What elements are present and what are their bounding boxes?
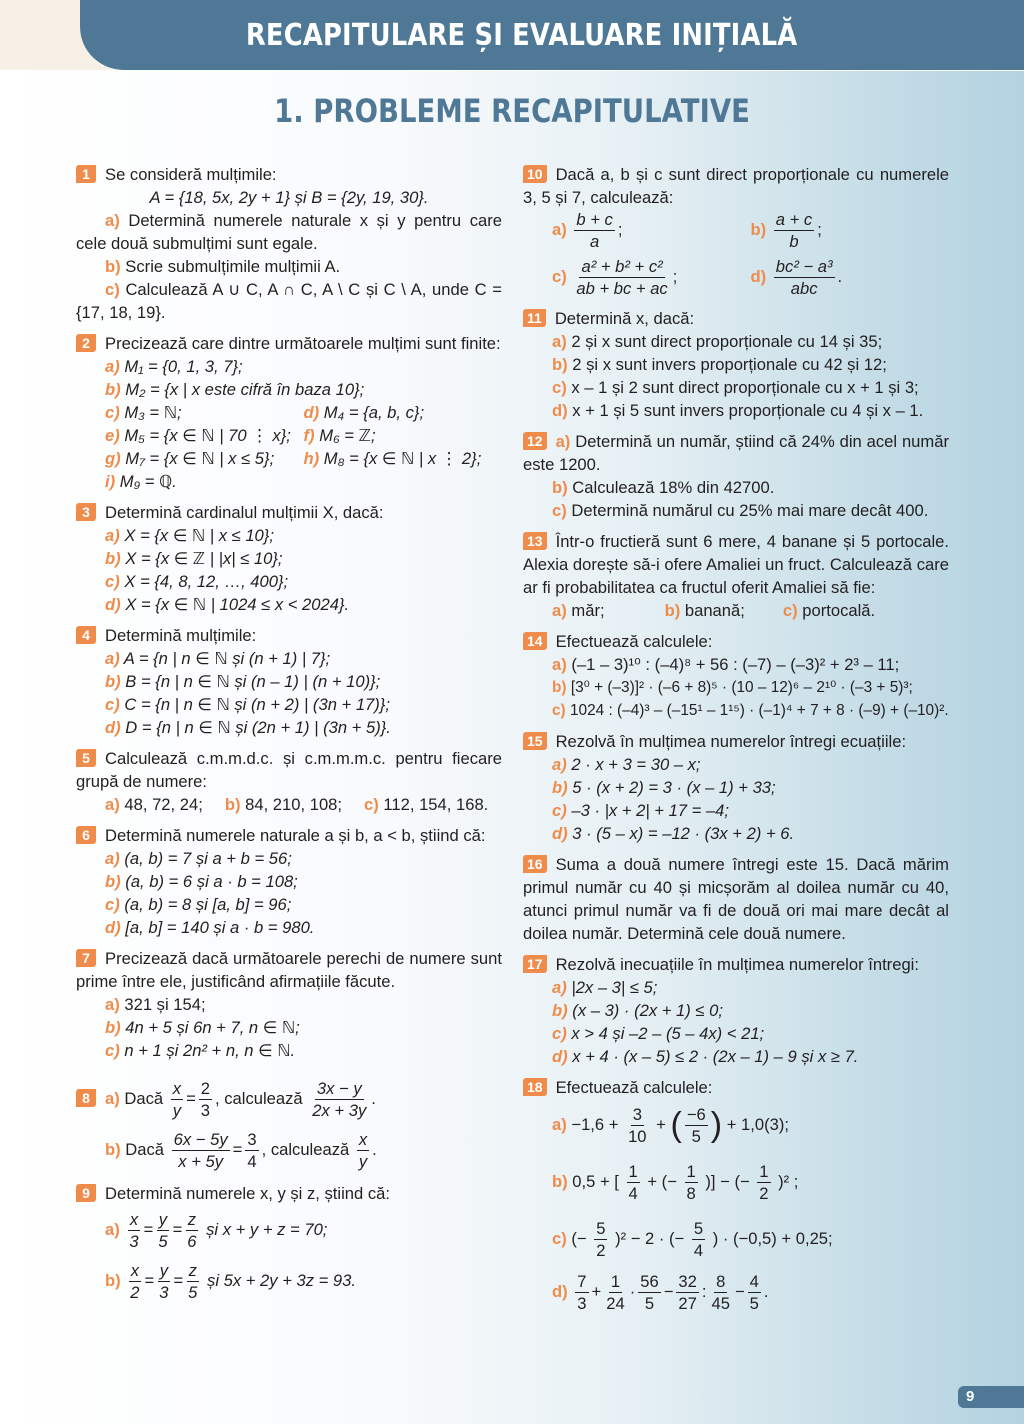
problem-2	[76, 332, 502, 493]
problem-text: Rezolvă în mulțimea numerelor întregi ecuațiile:	[555, 732, 907, 751]
fraction: $\frac{8}{45}$	[711, 1272, 730, 1313]
item-text: portocală.	[802, 601, 876, 620]
item-text: n + 1 și 2n² + n, n ∈ ℕ.	[124, 1041, 296, 1060]
item-text: și 5x + 2y + 3z = 93.	[207, 1270, 357, 1290]
item-text: |2x – 3| ≤ 5;	[571, 978, 658, 997]
item-label: g)	[105, 449, 121, 468]
problem-8: 8 a) Dacă $\frac{x}{y}$ = $\frac{2}{3}$ , calculează $\frac{3x - y}{2x + 3y}$ . b) Dacă $\frac{6x - 5y}{x + 5y}$ = $\frac{3}{4}$ , calculează $\frac{x}{y}$ .	[76, 1078, 502, 1172]
problem-number: 1	[76, 165, 96, 183]
problem-text: Determină numerele naturale a și b, a < b, știind că:	[105, 826, 486, 845]
right-column	[523, 163, 949, 1322]
item-label: b)	[105, 872, 121, 891]
fraction: $\frac{x}{y}$	[172, 1079, 182, 1120]
item-label: d)	[105, 595, 121, 614]
item-label: a)	[552, 332, 567, 351]
fraction: $\frac{1}{8}$	[686, 1162, 696, 1203]
chapter-title: RECAPITULARE ȘI EVALUARE INIȚIALĂ	[246, 17, 798, 53]
item-text: M₄ = {a, b, c};	[323, 403, 425, 422]
expr-part: + 1,0(3);	[726, 1114, 789, 1134]
fraction: $\frac{3x - y}{2x + 3y}$	[312, 1079, 367, 1120]
item-text: x > 4 și –2 – (5 – 4x) < 21;	[571, 1024, 765, 1043]
item-text: (x – 3) · (2x + 1) ≤ 0;	[572, 1001, 723, 1020]
item-text: M₉ = ℚ.	[119, 472, 177, 491]
problem-text: Precizează care dintre următoarele mulțimi sunt finite:	[105, 334, 501, 353]
item-label: i)	[105, 472, 116, 491]
page-number: 9	[958, 1386, 1024, 1408]
problem-text: A = {18, 5x, 2y + 1} și B = {2y, 19, 30}.	[149, 188, 429, 207]
item-text: 4n + 5 și 6n + 7, n ∈ ℕ;	[125, 1018, 300, 1037]
item-label: d)	[552, 1281, 568, 1301]
item-label: c)	[105, 572, 120, 591]
problem-number: 3	[76, 503, 96, 521]
item-text: A = {n | n ∈ ℕ și (n + 1) | 7};	[123, 649, 331, 668]
chapter-banner	[80, 0, 1024, 71]
problem-number: 9	[76, 1184, 96, 1202]
item-text: X = {x ∈ ℕ | 1024 ≤ x < 2024}.	[125, 595, 350, 614]
problem-6	[76, 824, 502, 939]
problem-4	[76, 624, 502, 739]
item-label: c)	[105, 1041, 120, 1060]
item-label: b)	[105, 257, 121, 276]
section-title: 1. PROBLEME RECAPITULATIVE	[274, 92, 750, 130]
problem-17	[523, 953, 949, 1068]
problem-text: Determină x, dacă:	[554, 309, 695, 328]
item-label: a)	[555, 432, 571, 451]
item-label: c)	[105, 280, 120, 299]
expr-part: +	[656, 1114, 666, 1134]
problem-text: Determină cardinalul mulțimii X, dacă:	[105, 503, 384, 522]
problem-number: 8	[76, 1089, 96, 1107]
item-label: e)	[105, 426, 120, 445]
item-label: a)	[552, 1114, 567, 1134]
problem-1	[76, 163, 502, 324]
item-text: (a, b) = 7 și a + b = 56;	[124, 849, 292, 868]
fraction: $\frac{4}{5}$	[749, 1272, 759, 1313]
item-text: M₅ = {x ∈ ℕ | 70 ⋮ x};	[124, 426, 291, 445]
problem-text: Efectuează calculele:	[555, 632, 713, 651]
item-text: (–1 – 3)¹⁰ : (–4)⁸ + 56 : (–7) – (–3)² + 2³ – 11;	[571, 655, 900, 674]
problem-text: Determină numerele x, y și z, știind că:	[105, 1184, 390, 1203]
item-label: d)	[552, 1047, 568, 1066]
item-label: a)	[105, 795, 120, 814]
problem-14	[523, 630, 949, 722]
item-text: C = {n | n ∈ ℕ și (n + 2) | (3n + 17)};	[124, 695, 390, 714]
problem-10: 10 Dacă a, b și c sunt direct proporționale cu numerele 3, 5 și 7, calculează: a) $\frac{b + c}{a}$ ; b) $\frac{a + c}{b}$ ; c) $\frac{\text{a² + b² + c²}}{ab + bc + ac}$ ; d) $\frac{\text{bc² − a³}}{\text{abc}}$ .	[523, 165, 949, 298]
item-text: –3 · |x + 2| + 17 = –4;	[571, 801, 729, 820]
item-text: B = {n | n ∈ ℕ și (n – 1) | (n + 10)};	[125, 672, 381, 691]
item-text: 2 · x + 3 = 30 – x;	[571, 755, 701, 774]
fraction: $\frac{a + c}{b}$	[775, 210, 813, 251]
problem-18: 18 Efectuează calculele: a) −1,6 + $\frac{3}{10}$ + ( $\frac{-6}{5}$ ) + 1,0(3); b) 0,5 + [ $\frac{1}{4}$ + (− $\frac{1}{8}$ )] − (− $\frac{1}{2}$ )² ; c) (− $\frac{5}{2}$ )² − 2 · (− $\frac{5}{4}$ ) · (−0,5) + 0,25; d) $\frac{7}{3}$ + $\frac{1}{24}$ · $\frac{56}{5}$ − $\frac{32}{27}$ : $\frac{8}{45}$ − $\frac{4}{5}$ .	[523, 1076, 949, 1314]
item-text: Determină numărul cu 25% mai mare decât 400.	[571, 501, 929, 520]
fraction: $\frac{y}{3}$	[159, 1261, 169, 1302]
problem-9: 9 Determină numerele x, y și z, știind că: a) $\frac{x}{3}$ = $\frac{y}{5}$ = $\frac{z}{6}$ și x + y + z = 70; b) $\frac{x}{2}$ = $\frac{y}{3}$ = $\frac{z}{5}$ și 5x + 2y + 3z = 93.	[76, 1182, 502, 1303]
problem-number: 4	[76, 626, 96, 644]
fraction: $\frac{b + c}{a}$	[576, 210, 613, 251]
item-label: a)	[552, 978, 567, 997]
item-label: b)	[552, 1001, 568, 1020]
item-label: b)	[552, 778, 568, 797]
item-label: b)	[552, 679, 567, 696]
item-text: 48, 72, 24;	[124, 795, 203, 814]
item-label: c)	[105, 403, 120, 422]
item-label: c)	[552, 801, 567, 820]
expr-part: )² − 2 · (−	[615, 1228, 685, 1248]
item-text: x + 4 · (x – 5) ≤ 2 · (2x – 1) – 9 și x ≥ 7.	[572, 1047, 859, 1066]
expr-part: )² ;	[778, 1171, 799, 1191]
problem-text: Suma a două numere întregi este 15. Dacă mărim primul număr cu 40 și micșorăm al doilea număr cu 40, atunci primul număr va fi de două ori mai mare decât al doilea număr. Determină cele două numere.	[523, 855, 949, 943]
item-label: b)	[105, 1018, 121, 1037]
item-label: c)	[552, 702, 566, 719]
item-text: 1024 : (–4)³ – (–15¹ – 1¹⁵) · (–1)⁴ + 7 + 8 · (–9) + (–10)².	[569, 702, 949, 719]
problem-7	[76, 947, 502, 1062]
item-label: a)	[552, 755, 567, 774]
fraction: $\frac{7}{3}$	[577, 1272, 587, 1313]
item-text: 84, 210, 108;	[245, 795, 343, 814]
problem-16	[523, 853, 949, 945]
problem-text: Dacă a, b și c sunt direct proporționale cu numerele 3, 5 și 7, calculează:	[523, 165, 949, 207]
item-label: d)	[552, 401, 568, 420]
item-label: b)	[105, 380, 121, 399]
problem-15	[523, 730, 949, 845]
item-text: calculează	[224, 1088, 303, 1108]
fraction: $\frac{5}{4}$	[693, 1219, 704, 1260]
fraction: $\frac{1}{4}$	[628, 1162, 638, 1203]
item-label: a)	[552, 655, 567, 674]
problem-text: Rezolvă inecuațiile în mulțimea numerelor întregi:	[555, 955, 919, 974]
problem-text: Într-o fructieră sunt 6 mere, 4 banane și 5 portocale. Alexia dorește să-i ofere Amaliei un fruct. Calculează care ar fi probabilitatea ca fructul oferit Amaliei să fie:	[523, 532, 949, 597]
expr-part: −1,6 +	[571, 1114, 619, 1134]
fraction: $\frac{\text{bc² − a³}}{\text{abc}}$	[775, 257, 833, 298]
item-text: 2 și x sunt direct proporționale cu 14 și 35;	[571, 332, 883, 351]
fraction: $\frac{\text{a² + b² + c²}}{ab + bc + ac}$	[576, 257, 668, 298]
problem-number: 10	[523, 165, 547, 183]
fraction: $\frac{1}{24}$	[606, 1272, 625, 1313]
item-label: d)	[750, 266, 767, 286]
item-text: X = {x ∈ ℕ | x ≤ 10};	[124, 526, 274, 545]
item-text: 3 · (5 – x) = –12 · (3x + 2) + 6.	[572, 824, 795, 843]
fraction: $\frac{z}{6}$	[187, 1210, 197, 1251]
problem-text: Precizează dacă următoarele perechi de numere sunt prime între ele, justificând afirmațiile făcute.	[76, 949, 502, 991]
item-text: Determină un număr, știind că 24% din acel număr este 1200.	[523, 432, 949, 474]
item-text: 5 · (x + 2) = 3 · (x – 1) + 33;	[572, 778, 776, 797]
fraction: $\frac{6x - 5y}{x + 5y}$	[173, 1130, 228, 1171]
fraction: $\frac{56}{5}$	[640, 1272, 659, 1313]
expr-part: + (−	[647, 1171, 677, 1191]
expr-part: ) · (−0,5) + 0,25;	[712, 1228, 833, 1248]
problem-number: 2	[76, 334, 96, 352]
item-text: [3⁰ + (–3)]² · (–6 + 8)⁵ · (10 – 12)⁶ – 2¹⁰ · (–3 + 5)³;	[570, 679, 913, 696]
problem-number: 6	[76, 826, 96, 844]
fraction: $\frac{z}{5}$	[188, 1261, 198, 1302]
item-label: f)	[303, 426, 315, 445]
item-label: a)	[105, 849, 120, 868]
item-label: c)	[552, 378, 567, 397]
item-text: M₇ = {x ∈ ℕ | x ≤ 5};	[125, 449, 275, 468]
item-label: c)	[552, 266, 567, 286]
item-label: b)	[664, 601, 681, 620]
item-label: c)	[552, 1024, 567, 1043]
fraction: $\frac{2}{3}$	[200, 1079, 210, 1120]
problem-number: 15	[523, 732, 547, 750]
fraction: $\frac{1}{2}$	[759, 1162, 769, 1203]
left-column	[76, 163, 502, 1311]
item-text: și x + y + z = 70;	[206, 1219, 328, 1239]
problem-number: 14	[523, 632, 547, 650]
problem-number: 7	[76, 949, 96, 967]
problem-number: 5	[76, 749, 96, 767]
fraction: $\frac{3}{10}$	[628, 1105, 647, 1146]
item-label: a)	[552, 219, 567, 239]
item-label: a)	[105, 526, 120, 545]
item-label: a)	[105, 357, 120, 376]
item-label: c)	[105, 895, 120, 914]
item-text: 2 și x sunt invers proporționale cu 42 și 12;	[572, 355, 887, 374]
item-text: banană;	[684, 601, 745, 620]
item-text: calculează	[270, 1139, 350, 1159]
item-text: D = {n | n ∈ ℕ și (2n + 1) | (3n + 5)}.	[125, 718, 391, 737]
item-text: [a, b] = 140 și a · b = 980.	[125, 918, 315, 937]
item-text: M₆ = ℤ;	[319, 426, 376, 445]
item-text: (a, b) = 6 și a · b = 108;	[125, 872, 298, 891]
item-text: Determină numerele naturale x și y pentru care cele două submulțimi sunt egale.	[76, 211, 502, 253]
item-label: c)	[105, 695, 120, 714]
item-text: 321 și 154;	[124, 995, 206, 1014]
expr-part: )] − (−	[705, 1171, 750, 1191]
item-label: b)	[224, 795, 241, 814]
fraction: $\frac{x}{y}$	[358, 1130, 368, 1171]
item-text: x + 1 și 5 sunt invers proporționale cu 4 și x – 1.	[572, 401, 924, 420]
item-label: c)	[782, 601, 798, 620]
problem-number: 16	[523, 855, 547, 873]
problem-text: Determină mulțimile:	[105, 626, 257, 645]
problem-number: 12	[523, 432, 547, 450]
item-label: a)	[105, 995, 120, 1014]
expr-part: 0,5 + [	[572, 1171, 619, 1191]
item-label: c)	[552, 501, 567, 520]
problem-5	[76, 747, 502, 816]
item-text: 112, 154, 168.	[383, 795, 489, 814]
problem-11	[523, 307, 949, 422]
fraction: $\frac{x}{3}$	[129, 1210, 139, 1251]
problem-number: 17	[523, 955, 547, 973]
item-text: Dacă	[125, 1139, 165, 1159]
item-label: a)	[105, 1088, 120, 1108]
item-text: măr;	[571, 601, 605, 620]
item-label: a)	[105, 1219, 120, 1239]
item-text: M₃ = ℕ;	[124, 403, 182, 422]
problem-13	[523, 530, 949, 622]
fraction: $\frac{x}{2}$	[130, 1261, 140, 1302]
item-text: Scrie submulțimile mulțimii A.	[125, 257, 341, 276]
item-label: d)	[105, 718, 121, 737]
problem-text: Se consideră mulțimile:	[105, 165, 277, 184]
item-text: X = {4, 8, 12, …, 400};	[124, 572, 289, 591]
item-label: b)	[105, 672, 121, 691]
problem-number: 11	[523, 309, 546, 327]
item-label: b)	[105, 1139, 121, 1159]
item-text: M₂ = {x | x este cifră în baza 10};	[125, 380, 365, 399]
problem-number: 13	[523, 532, 547, 550]
fraction: $\frac{y}{5}$	[158, 1210, 168, 1251]
item-text: M₈ = {x ∈ ℕ | x ⋮ 2};	[323, 449, 482, 468]
item-text: M₁ = {0, 1, 3, 7};	[124, 357, 243, 376]
problem-text: Calculează c.m.m.d.c. și c.m.m.m.c. pentru fiecare grupă de numere:	[76, 749, 502, 791]
problem-number: 18	[523, 1078, 547, 1096]
item-label: a)	[552, 601, 567, 620]
item-label: a)	[105, 211, 120, 230]
item-text: (a, b) = 8 și [a, b] = 96;	[124, 895, 292, 914]
item-label: d)	[552, 824, 568, 843]
problem-12	[523, 430, 949, 522]
item-label: b)	[105, 549, 121, 568]
item-label: c)	[364, 795, 379, 814]
fraction: $\frac{5}{2}$	[596, 1219, 606, 1260]
item-text: x – 1 și 2 sunt direct proporționale cu x + 1 și 3;	[571, 378, 919, 397]
item-label: d)	[105, 918, 121, 937]
problem-text: Efectuează calculele:	[555, 1078, 713, 1097]
item-label: b)	[552, 478, 568, 497]
item-text: Calculează A ∪ C, A ∩ C, A \ C și C \ A, unde C = {17, 18, 19}.	[76, 280, 502, 322]
fraction: $\frac{32}{27}$	[678, 1272, 697, 1313]
fraction: $\frac{3}{4}$	[247, 1130, 257, 1171]
item-text: Calculează 18% din 42700.	[572, 478, 775, 497]
item-label: b)	[750, 219, 767, 239]
fraction: $\frac{-6}{5}$	[686, 1105, 706, 1146]
item-label: b)	[105, 1270, 121, 1290]
expr-part: (−	[571, 1228, 587, 1248]
item-label: b)	[552, 1171, 568, 1191]
item-label: d)	[303, 403, 320, 422]
problem-3	[76, 501, 502, 616]
item-label: a)	[105, 649, 120, 668]
item-label: b)	[552, 355, 568, 374]
item-text: X = {x ∈ ℤ | |x| ≤ 10};	[125, 549, 283, 568]
item-label: h)	[303, 449, 320, 468]
item-label: c)	[552, 1228, 567, 1248]
item-text: Dacă	[124, 1088, 164, 1108]
